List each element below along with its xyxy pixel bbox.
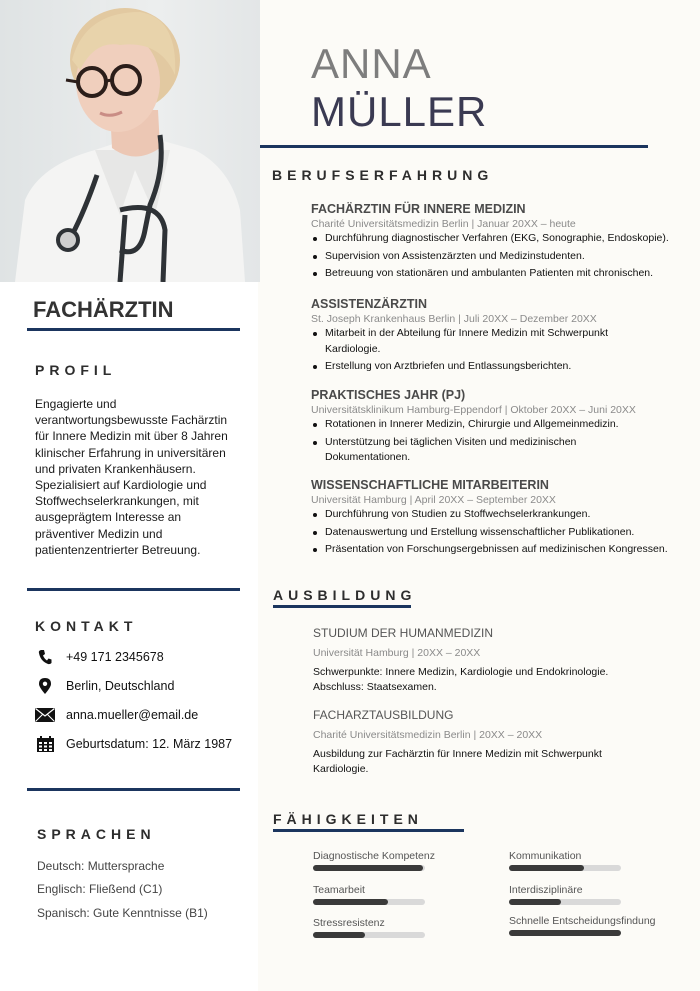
skill-label: Kommunikation — [509, 850, 582, 862]
skill-bar-track — [509, 899, 621, 905]
education-entry — [313, 708, 683, 777]
skills-heading: FÄHIGKEITEN — [273, 811, 423, 827]
skill-item — [509, 850, 621, 871]
profile-photo — [0, 0, 260, 282]
skill-bar-fill — [509, 930, 621, 936]
skill-bar-track — [313, 899, 425, 905]
education-underline — [273, 605, 411, 608]
job-entry-title: WISSENSCHAFTLICHE MITARBEITERIN — [311, 478, 549, 492]
job-bullet: Supervision von Assistenzärzten und Medizinstudenten. — [311, 249, 696, 265]
job-entry — [311, 202, 696, 284]
skill-bar-fill — [313, 899, 388, 905]
job-bullet: Erstellung von Arztbriefen und Entlassungsberichten. — [311, 359, 641, 375]
job-entry-title: ASSISTENZÄRZTIN — [311, 297, 427, 311]
experience-heading: BERUFSERFAHRUNG — [272, 167, 494, 183]
skill-item — [313, 850, 435, 871]
contact-birthdate-text: Geburtsdatum: 12. März 1987 — [66, 737, 233, 751]
education-entry-title: FACHARZTAUSBILDUNG — [313, 708, 454, 722]
language-item: Spanisch: Gute Kenntnisse (B1) — [37, 906, 208, 920]
skill-item — [509, 915, 656, 936]
header-underline — [260, 145, 648, 148]
portrait-illustration — [0, 0, 260, 282]
job-bullet: Datenauswertung und Erstellung wissenschaftlicher Publikationen. — [311, 525, 696, 541]
job-entry-subtitle: Universität Hamburg | April 20XX – September 20XX — [311, 494, 556, 506]
job-entry — [311, 478, 696, 560]
profile-text: Engagierte und verantwortungsbewusste Fachärztin für Innere Medizin mit über 8 Jahren klinischer Erfahrung in universitären und privaten Krankenhäusern. Spezialisiert auf Kardiologie und Stoffwechselerkrankungen, mit ausgeprägtem Interesse an präventiver Medizin und patientenzentrierter Betreuung. — [35, 397, 228, 557]
education-entry-text: Ausbildung zur Fachärztin für Innere Medizin mit Schwerpunkt Kardiologie. — [313, 748, 602, 775]
skill-label: Schnelle Entscheidungsfindung — [509, 915, 656, 927]
skill-label: Teamarbeit — [313, 884, 365, 896]
first-name: ANNA — [311, 40, 432, 87]
education-entry-subtitle: Universität Hamburg | 20XX – 20XX — [313, 647, 481, 659]
skill-bar-fill — [313, 932, 365, 938]
job-bullet: Präsentation von Forschungsergebnissen auf medizinischen Kongressen. — [311, 542, 696, 558]
skills-underline — [273, 829, 464, 832]
job-bullet: Mitarbeit in der Abteilung für Innere Medizin mit Schwerpunkt Kardiologie. — [311, 326, 641, 357]
skill-bar-fill — [509, 865, 584, 871]
contact-email-text: anna.mueller@email.de — [66, 708, 199, 722]
contact-location-text: Berlin, Deutschland — [66, 679, 175, 693]
languages-heading: SPRACHEN — [37, 826, 156, 842]
envelope-icon — [35, 707, 55, 723]
job-bullet: Durchführung von Studien zu Stoffwechselerkrankungen. — [311, 507, 696, 523]
profile-divider — [27, 588, 240, 591]
skill-bar-track — [313, 865, 425, 871]
skill-bar-track — [509, 930, 621, 936]
contact-birthdate — [35, 734, 232, 754]
phone-icon — [35, 649, 55, 665]
skill-bar-fill — [509, 899, 561, 905]
skill-label: Stressresistenz — [313, 917, 385, 929]
contact-phone[interactable] — [35, 647, 164, 667]
skill-item — [313, 917, 425, 938]
job-entry — [311, 297, 641, 377]
job-title-underline — [27, 328, 240, 331]
contact-location — [35, 676, 174, 696]
contact-heading: KONTAKT — [35, 618, 138, 634]
skill-label: Interdisziplinäre — [509, 884, 583, 896]
education-entry — [313, 626, 683, 695]
skill-bar-fill — [313, 865, 423, 871]
job-bullet: Unterstützung bei täglichen Visiten und medizinischen Dokumentationen. — [311, 435, 611, 466]
skill-bar-track — [509, 865, 621, 871]
skill-item — [509, 884, 621, 905]
education-entry-subtitle: Charité Universitätsmedizin Berlin | 20XX – 20XX — [313, 729, 543, 741]
language-item: Englisch: Fließend (C1) — [37, 882, 163, 896]
job-entry-title: FACHÄRZTIN FÜR INNERE MEDIZIN — [311, 202, 526, 216]
profile-heading: PROFIL — [35, 362, 117, 378]
job-entry-subtitle: Universitätsklinikum Hamburg-Eppendorf | Oktober 20XX – Juni 20XX — [311, 404, 636, 416]
contact-phone-text: +49 171 2345678 — [66, 650, 164, 664]
job-entry-subtitle: Charité Universitätsmedizin Berlin | Januar 20XX – heute — [311, 218, 576, 230]
skill-bar-track — [313, 932, 425, 938]
education-heading: AUSBILDUNG — [273, 587, 417, 603]
job-title: FACHÄRZTIN — [33, 297, 174, 322]
skill-label: Diagnostische Kompetenz — [313, 850, 435, 862]
job-bullet: Betreuung von stationären und ambulanten Patienten mit chronischen. — [311, 266, 696, 282]
job-entry — [311, 388, 636, 468]
job-entry-subtitle: St. Joseph Krankenhaus Berlin | Juli 20XX – Dezember 20XX — [311, 313, 597, 325]
skill-item — [313, 884, 425, 905]
language-item: Deutsch: Muttersprache — [37, 859, 165, 873]
job-bullet: Rotationen in Innerer Medizin, Chirurgie und Allgemeinmedizin. — [311, 417, 611, 433]
job-bullet: Durchführung diagnostischer Verfahren (EKG, Sonographie, Endoskopie). — [311, 231, 696, 247]
calendar-icon — [35, 736, 55, 752]
location-pin-icon — [35, 678, 55, 694]
last-name: MÜLLER — [311, 88, 488, 135]
job-entry-title: PRAKTISCHES JAHR (PJ) — [311, 388, 466, 402]
contact-email[interactable] — [35, 705, 198, 725]
education-entry-title: STUDIUM DER HUMANMEDIZIN — [313, 626, 493, 640]
education-entry-text: Schwerpunkte: Innere Medizin, Kardiologie und Endokrinologie. Abschluss: Staatsexamen. — [313, 666, 609, 693]
contact-divider — [27, 788, 240, 791]
